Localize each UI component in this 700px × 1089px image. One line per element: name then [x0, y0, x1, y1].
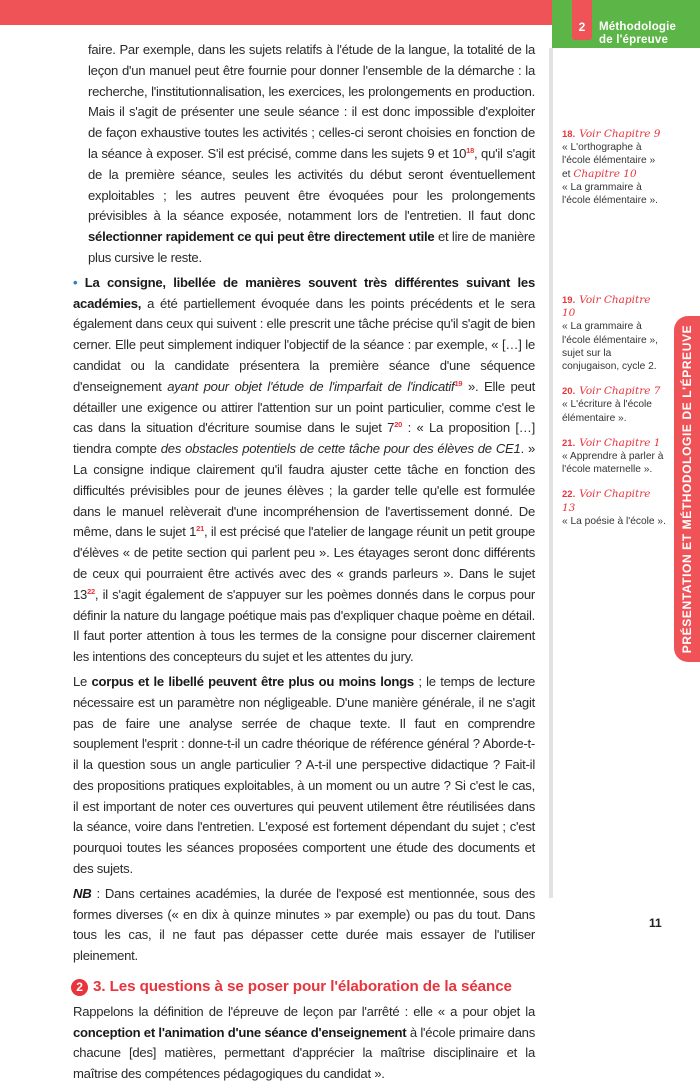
note-text: « Apprendre à parler à l'école maternelle ».	[562, 451, 664, 476]
note-number: 20.	[562, 386, 576, 398]
margin-note-19	[562, 294, 666, 373]
margin-divider	[549, 48, 553, 898]
note	[562, 128, 666, 207]
section-title: 3. Les questions à se poser pour l'élaboration de la séance	[93, 978, 512, 996]
page-number: 11	[649, 916, 662, 930]
note-number: 22.	[562, 489, 576, 501]
paragraph-1	[73, 40, 535, 269]
bold-text: corpus et le libellé peuvent être plus ou moins longs	[91, 673, 414, 689]
nb-label: NB	[73, 885, 92, 901]
margin-notes-19-22	[562, 294, 666, 540]
note-number: 18.	[562, 129, 576, 140]
chapter-title-line2: de l'épreuve	[599, 34, 669, 46]
main-text-column	[73, 40, 535, 1089]
text: : « La proposition […] tiendra compte	[73, 420, 535, 457]
chapter-link[interactable]: Chapitre 10	[573, 167, 637, 180]
side-tab-label: PRÉSENTATION ET MÉTHODOLOGIE DE L'ÉPREUVE	[680, 324, 694, 654]
text: . » La consigne indique clairement qu'il faudra ajuster cette tâche en fonction des difficultés prévisibles pour de jeunes élèves ; la garder telle qu'elle est formulée dans le manuel relèverait d'une incompréhension de l'avertissement donné. De même, dans le sujet 1	[73, 441, 536, 540]
margin-note-22	[562, 488, 666, 528]
section-side-tab[interactable]	[674, 316, 700, 662]
section-heading	[71, 977, 535, 998]
footnote-ref-20[interactable]: 20	[394, 420, 403, 430]
top-color-bar	[0, 0, 556, 25]
note-text: « La poésie à l'école ».	[562, 515, 666, 527]
footnote-ref-21[interactable]: 21	[196, 524, 205, 534]
margin-note-21	[562, 437, 666, 477]
bullet-icon: •	[73, 274, 78, 290]
paragraph-2-consigne	[73, 273, 535, 668]
note-text: « La grammaire à l'école élémentaire », sujet sur la conjugaison, cycle 2.	[562, 321, 658, 373]
text: et lire de manière plus cursive le reste.	[88, 229, 535, 265]
paragraph-5-definition	[73, 1002, 535, 1085]
note-text: « La grammaire à l'école élémentaire ».	[562, 181, 658, 207]
text: a été partiellement évoquée dans les points précédents et le sera également dans ceux qui suivent : elle prescrit une tâche précise qu'il s'agit de bien cerner. Elle peut simplement indiquer l'objectif de la séance : par exemple, « […] le candidat ou la candidate présentera la première séance d'une séquence d'enseignement	[73, 295, 535, 394]
chapter-link[interactable]: Voir Chapitre 13	[562, 488, 651, 514]
text: : Dans certaines académies, la durée de l'exposé est mentionnée, sous des formes diverses (« en dix à quinze minutes » par exemple) ou pas du tout. Dans tous les cas, il ne faut pas dépasser cette durée mais essayer de l'utiliser pleinement.	[73, 885, 535, 964]
footnote-ref-19[interactable]: 19	[454, 378, 463, 388]
text: ; le temps de lecture nécessaire est un paramètre non négligeable. D'une manière générale, il ne s'agit pas de faire une analyse serrée de chaque texte. Il faut en comprendre souplement l'esprit : donne-t-il un cadre théorique de référence général ? Aborde-t-il la question sous un angle particulier ? A-t-il une perspective didactique ? Fait-il des propositions pratiques exploitables, à un moment ou un autre ? Si c'est le cas, il est important de noter ces ouvertures qui peuvent utilement être réutilisées dans la séance, voire dans l'entretien. L'exposé est fortement dépendant du sujet ; c'est pourquoi toutes les séances proposées comportent une étude des documents et des sujets.	[73, 673, 535, 877]
note-number: 19.	[562, 295, 576, 306]
footnote-ref-22[interactable]: 22	[87, 586, 95, 596]
section-number-badge: 2	[71, 979, 88, 996]
chapter-title-line1: Méthodologie	[599, 21, 677, 33]
note-text: « L'écriture à l'école élémentaire ».	[562, 399, 652, 424]
paragraph-3-corpus	[73, 672, 535, 880]
margin-note-20	[562, 385, 666, 425]
chapter-header-tab	[552, 0, 700, 48]
text: faire. Par exemple, dans les sujets relatifs à l'étude de la langue, la totalité de la leçon d'un manuel peut être fournie pour donner l'ensemble de la démarche : la recherche, l'institutionnalisation, les exercices, les prolongements en production. Mais il s'agit de présenter une seule séance : il est donc impossible d'exploiter de façon exhaustive toutes les activités ; celles-ci seront choisies en fonction de la séance à exposer. S'il est précisé, comme dans les sujets 9 et 10	[88, 42, 535, 161]
italic-text: des obstacles potentiels de cette tâche pour des élèves de CE1	[160, 441, 521, 457]
margin-note-18	[562, 128, 666, 219]
italic-text: ayant pour objet l'étude de l'imparfait de l'indicatif	[167, 378, 455, 394]
note-number: 21.	[562, 437, 576, 449]
text: , qu'il s'agit de la première séance, seules les activités du début seront éventuellement exploitables ; les autres peuvent être évoquées pour les prolongements prévisibles à la séance exposée, notamment lors de l'entretien. Il faut donc	[88, 145, 535, 224]
chapter-link[interactable]: Voir Chapitre 9	[579, 128, 661, 140]
bold-text: sélectionner rapidement ce qui peut être directement utile	[88, 229, 435, 245]
chapter-link[interactable]: Voir Chapitre 7	[579, 385, 661, 398]
paragraph-4-nb	[73, 884, 535, 967]
text: ». Elle peut détailler une exigence ou attirer l'attention sur un point particulier, comme c'est le cas dans la situation d'écriture soumise dans le sujet 7	[73, 378, 535, 436]
text: Le	[73, 673, 92, 689]
text: , il est précisé que l'atelier de langage réunit un petit groupe d'élèves « de petite section qui parlent peu ». Les étayages seront donc différents de ceux qui pourraient être activés avec des « grands parleurs ». Dans le sujet 13	[73, 524, 535, 602]
chapter-link[interactable]: Voir Chapitre 1	[579, 436, 661, 449]
footnote-ref-18[interactable]: 18	[466, 145, 475, 155]
chapter-title	[599, 21, 676, 47]
bold-text: conception et l'animation d'une séance d'enseignement	[73, 1024, 407, 1040]
chapter-link[interactable]: Voir Chapitre 10	[562, 294, 651, 320]
bold-text: La consigne, libellée de manières souvent très différentes suivant les académies,	[73, 274, 535, 311]
text: à l'école primaire dans chacune [des] matières, permettant d'apprécier la maîtrise disciplinaire et la maîtrise des compétences pédagogiques du candidat ».	[73, 1024, 535, 1082]
note-text: et	[562, 168, 571, 180]
text: Rappelons la définition de l'épreuve de leçon par l'arrêté : elle « a pour objet la	[73, 1003, 535, 1019]
text: , il s'agit également de s'appuyer sur les poèmes donnés dans le corpus pour définir la nature du langage poétique mais pas d'expliquer chaque poème en détail. Il faut porter attention à tous les termes de la consigne pour discerner clairement les intentions des concepteurs du sujet et les attentes du jury.	[73, 586, 535, 665]
note-text: « L'orthographe à l'école élémentaire »	[562, 142, 656, 167]
chapter-number-badge: 2	[572, 0, 592, 40]
